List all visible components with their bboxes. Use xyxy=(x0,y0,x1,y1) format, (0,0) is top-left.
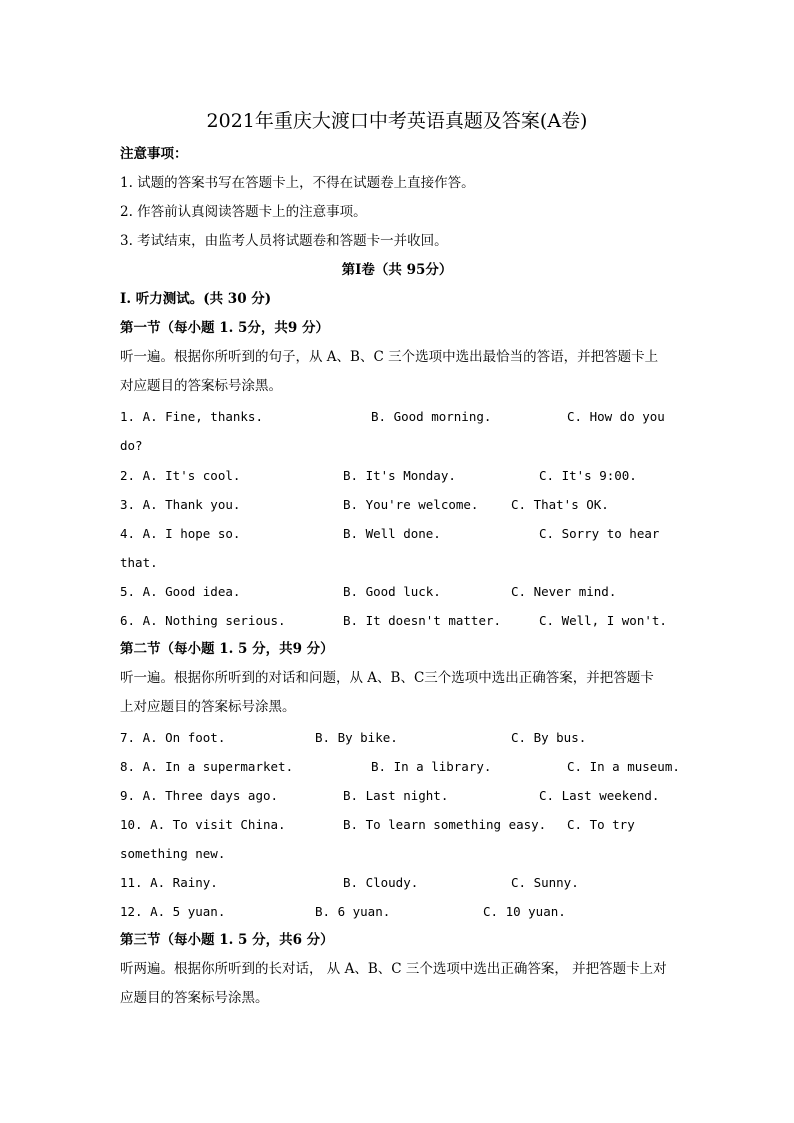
question-7-option-b: B. By bike. xyxy=(315,730,398,745)
question-12-option-a: 12. A. 5 yuan. xyxy=(120,904,226,919)
question-8-option-a: 8. A. In a supermarket. xyxy=(120,759,294,774)
question-11-option-c: C. Sunny. xyxy=(511,875,579,890)
question-6-option-a: 6. A. Nothing serious. xyxy=(120,613,286,628)
question-4-option-a: 4. A. I hope so. xyxy=(120,526,241,541)
question-9-option-b: B. Last night. xyxy=(343,788,449,803)
question-9-option-a: 9. A. Three days ago. xyxy=(120,788,279,803)
section-instructions: 对应题目的答案标号涂黑。 xyxy=(120,378,282,394)
question-2-option-b: B. It's Monday. xyxy=(343,468,456,483)
section-instructions: 听一遍。根据你所听到的对话和问题，从 A、B、C三个选项中选出正确答案，并把答题卡 xyxy=(120,670,654,686)
question-1-option-b: B. Good morning. xyxy=(371,409,492,424)
question-10-option-a: 10. A. To visit China. xyxy=(120,817,286,832)
question-11-option-a: 11. A. Rainy. xyxy=(120,875,218,890)
question-4-option-c: C. Sorry to hear xyxy=(539,526,660,541)
question-12-option-b: B. 6 yuan. xyxy=(315,904,391,919)
question-4-option-c-continued: that. xyxy=(120,555,158,570)
question-5-option-c: C. Never mind. xyxy=(511,584,617,599)
document-title: 2021年重庆大渡口中考英语真题及答案(A卷) xyxy=(206,110,588,132)
question-12-option-c: C. 10 yuan. xyxy=(483,904,566,919)
notice-item: 2. 作答前认真阅读答题卡上的注意事项。 xyxy=(120,204,367,220)
question-3-option-c: C. That's OK. xyxy=(511,497,609,512)
section-instructions: 听两遍。根据你所听到的长对话， 从 A、B、C 三个选项中选出正确答案， 并把答题卡上对 xyxy=(120,961,667,977)
question-8-option-c: C. In a museum. xyxy=(567,759,680,774)
question-10-option-c: C. To try xyxy=(567,817,635,832)
question-11-option-b: B. Cloudy. xyxy=(343,875,419,890)
section-instructions: 上对应题目的答案标号涂黑。 xyxy=(120,699,296,715)
question-6-option-c: C. Well, I won't. xyxy=(539,613,667,628)
question-10-option-b: B. To learn something easy. xyxy=(343,817,547,832)
question-2-option-a: 2. A. It's cool. xyxy=(120,468,241,483)
notice-heading: 注意事项： xyxy=(120,146,188,162)
section-heading: 第三节（每小题 1. 5 分，共6 分） xyxy=(120,932,334,948)
volume-heading: 第Ⅰ卷（共 95分） xyxy=(341,262,453,278)
question-3-option-a: 3. A. Thank you. xyxy=(120,497,241,512)
question-1-option-c-continued: do? xyxy=(120,438,143,453)
question-1-option-c: C. How do you xyxy=(567,409,665,424)
question-1-option-a: 1. A. Fine, thanks. xyxy=(120,409,263,424)
section-instructions: 应题目的答案标号涂黑。 xyxy=(120,990,269,1006)
question-9-option-c: C. Last weekend. xyxy=(539,788,660,803)
question-4-option-b: B. Well done. xyxy=(343,526,441,541)
section-instructions: 听一遍。根据你所听到的句子，从 A、B、C 三个选项中选出最恰当的答语，并把答题卡上 xyxy=(120,349,659,365)
notice-item: 1. 试题的答案书写在答题卡上，不得在试题卷上直接作答。 xyxy=(120,175,475,191)
question-5-option-b: B. Good luck. xyxy=(343,584,441,599)
section-heading: 第一节（每小题 1. 5分，共9 分） xyxy=(120,320,329,336)
question-2-option-c: C. It's 9:00. xyxy=(539,468,637,483)
question-7-option-c: C. By bus. xyxy=(511,730,587,745)
question-8-option-b: B. In a library. xyxy=(371,759,492,774)
notice-item: 3. 考试结束，由监考人员将试题卷和答题卡一并收回。 xyxy=(120,233,448,249)
question-10-option-c-continued: something new. xyxy=(120,846,226,861)
question-3-option-b: B. You're welcome. xyxy=(343,497,479,512)
section-heading: 第二节（每小题 1. 5 分，共9 分） xyxy=(120,641,334,657)
part-heading: I. 听力测试。(共 30 分) xyxy=(120,291,272,307)
question-5-option-a: 5. A. Good idea. xyxy=(120,584,241,599)
question-7-option-a: 7. A. On foot. xyxy=(120,730,226,745)
question-6-option-b: B. It doesn't matter. xyxy=(343,613,502,628)
